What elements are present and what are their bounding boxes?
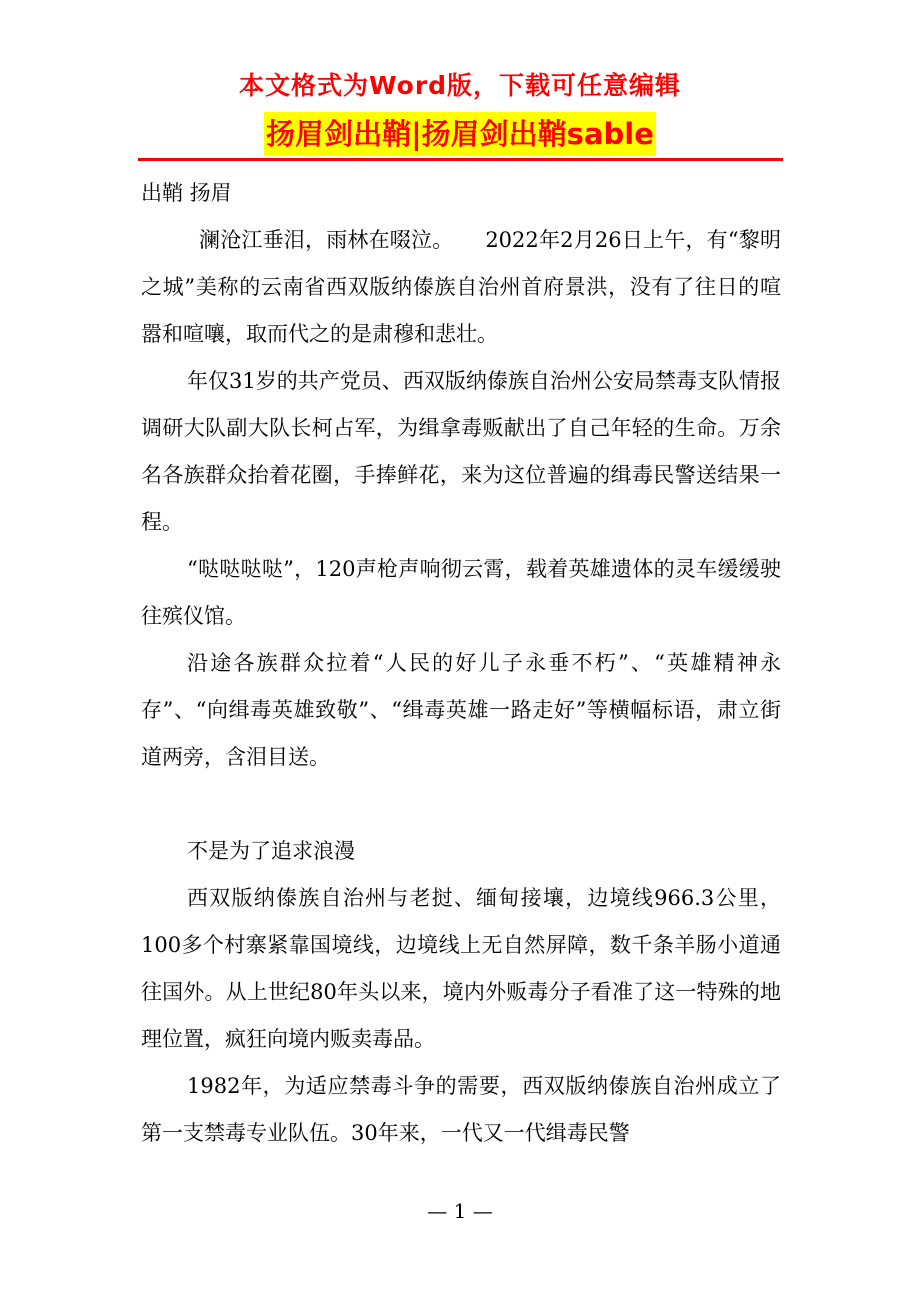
- title-divider: [138, 158, 783, 161]
- byline: 出鞘 扬眉: [141, 181, 232, 205]
- paragraph: “哒哒哒哒”，120声枪声响彻云霄，载着英雄遗体的灵车缓缓驶往殡仪馆。: [141, 557, 781, 628]
- paragraph: 1982年，为适应禁毒斗争的需要，西双版纳傣族自治州成立了第一支禁毒专业队伍。30年来，一代又一代缉毒民警: [141, 1074, 781, 1145]
- download-notice: 本文格式为Word版，下载可任意编辑: [238, 71, 682, 100]
- document-body: [141, 170, 781, 1157]
- paragraph: 澜沧江垂泪，雨林在啜泣。 2022年2月26日上午，有“黎明之城”美称的云南省西双版纳傣族自治州首府景洪，没有了往日的喧嚣和喧嚷，取而代之的是肃穆和悲壮。: [141, 228, 781, 346]
- paragraph: 年仅31岁的共产党员、西双版纳傣族自治州公安局禁毒支队情报调研大队副大队长柯占军，为缉拿毒贩献出了自己年轻的生命。万余名各族群众抬着花圈，手捧鲜花，来为这位普遍的缉毒民警送结果一程。: [141, 369, 781, 534]
- paragraph: 西双版纳傣族自治州与老挝、缅甸接壤，边境线966.3公里，100多个村寨紧靠国境线，边境线上无自然屏障，数千条羊肠小道通往国外。从上世纪80年头以来，境内外贩毒分子看准了这一特殊的地理位置，疯狂向境内贩卖毒品。: [141, 886, 781, 1051]
- page-number: — 1 —: [427, 1199, 493, 1223]
- document-title: [0, 112, 920, 156]
- document-title-text: 扬眉剑出鞘|扬眉剑出鞘sable: [264, 112, 656, 156]
- paragraph: 沿途各族群众拉着“人民的好儿子永垂不朽”、“英雄精神永存”、“向缉毒英雄致敬”、“缉毒英雄一路走好”等横幅标语，肃立街道两旁，含泪目送。: [141, 651, 781, 769]
- section-heading: 不是为了追求浪漫: [187, 839, 355, 863]
